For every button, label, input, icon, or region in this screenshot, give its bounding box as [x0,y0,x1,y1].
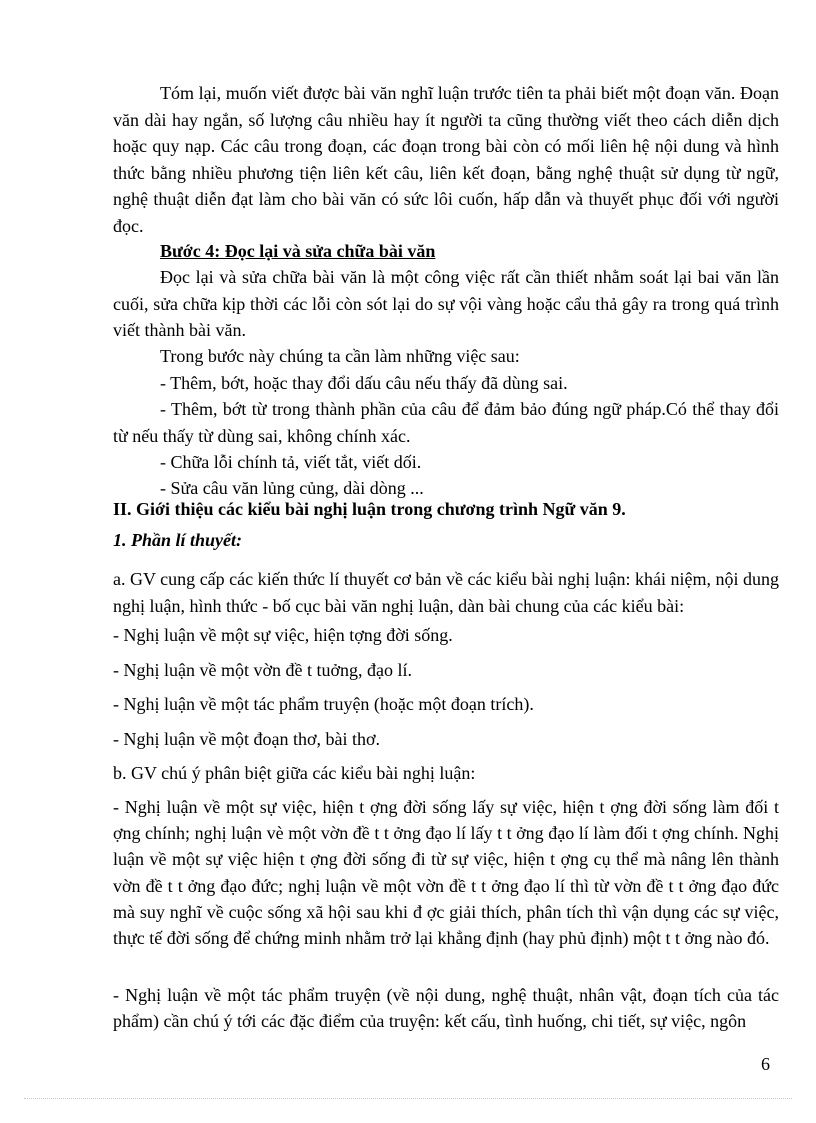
page-number: 6 [761,1054,770,1074]
type-item-story: - Nghị luận về một tác phẩm truyện (hoặc một đoạn trích). [113,694,534,714]
paragraph-a: a. GV cung cấp các kiến thức lí thuyết cơ bản về các kiểu bài nghị luận: khái niệm, nội dung nghị luận, hình thức - bố cục bài văn nghị luận, dàn bài chung của các kiểu bài: [113,569,779,616]
subsection-heading: 1. Phần lí thuyết: [113,530,243,550]
tasks-intro: Trong bước này chúng ta cần làm những việc sau: [160,346,520,366]
step4-heading [113,238,779,264]
section-heading: II. Giới thiệu các kiểu bài nghị luận trong chương trình Ngữ văn 9. [113,499,626,519]
paragraph-b: b. GV chú ý phân biệt giữa các kiểu bài nghị luận: [113,763,476,783]
task-item-punctuation: - Thêm, bớt, hoặc thay đổi dấu câu nếu thấy đã dùng sai. [160,373,568,393]
task-item-spelling: - Chữa lỗi chính tả, viết tắt, viết dối. [160,452,422,472]
task-item-words: - Thêm, bớt từ trong thành phần của câu để đảm bảo đúng ngữ pháp.Có thể thay đổi từ nếu thấy từ dùng sai, không chính xác. [113,399,779,446]
comparison-paragraph: - Nghị luận về một sự việc, hiện t ợng đời sống lấy sự việc, hiện t ợng đời sống làm đối t ợng chính; nghị luận vè một vờn đề t t ởng đạo lí lấy t t ởng đạo lí làm đối t ợng chính. Nghị luận về một sự việc hiện t ợng đời sống đi từ sự việc, hiện t ợng cụ thể mà nâng lên thành vờn đề t t ởng đạo đức; nghị luận về một vờn đề t t ởng đạo lí thì từ vờn đề t t ởng đạo đức mà suy nghĩ về cuộc sống xã hội sau khi đ ợc giải thích, phân tích thì vận dụng các sự việc, thực tế đời sống để chứng minh nhằm trở lại khẳng định (hay phủ định) một t t ởng nào đó. [113,797,779,949]
story-paragraph: - Nghị luận về một tác phẩm truyện (về nội dung, nghệ thuật, nhân vật, đoạn tích của tác phẩm) cần chú ý tới các đặc điểm của truyện: kết cấu, tình huống, chi tiết, sự việc, ngôn [113,985,779,1031]
summary-paragraph: Tóm lại, muốn viết được bài văn nghĩ luận trước tiên ta phải biết một đoạn văn. Đoạn văn dài hay ngắn, số lượng câu nhiều hay ít người ta cũng thường viết theo cách diễn dịch hoặc quy nạp. Các câu trong đoạn, các đoạn trong bài còn có mối liên hệ nội dung và hình thức bằng nhiều phương tiện liên kết câu, liên kết đoạn, bằng nghệ thuật sử dụng từ ngữ, nghệ thuật diễn đạt làm cho bài văn có sức lôi cuốn, hấp dẫn và thuyết phục đối với người đọc. [113,83,779,236]
type-item-ethics: - Nghị luận về một vờn đề t tuởng, đạo lí. [113,660,412,680]
step4-paragraph: Đọc lại và sửa chữa bài văn là một công việc rất cần thiết nhằm soát lại bai văn lần cuối, sửa chữa kịp thời các lỗi còn sót lại do sự vội vàng hoặc cẩu thả gây ra trong quá trình viết thành bài văn. [113,267,779,340]
step4-title: Bước 4: Đọc lại và sửa chữa bài văn [160,241,436,261]
type-item-social: - Nghị luận về một sự việc, hiện tợng đời sống. [113,625,453,645]
footer-divider [24,1098,792,1099]
task-item-sentences: - Sửa câu văn lủng củng, dài dòng ... [160,478,424,498]
type-item-poem: - Nghị luận về một đoạn thơ, bài thơ. [113,729,380,749]
